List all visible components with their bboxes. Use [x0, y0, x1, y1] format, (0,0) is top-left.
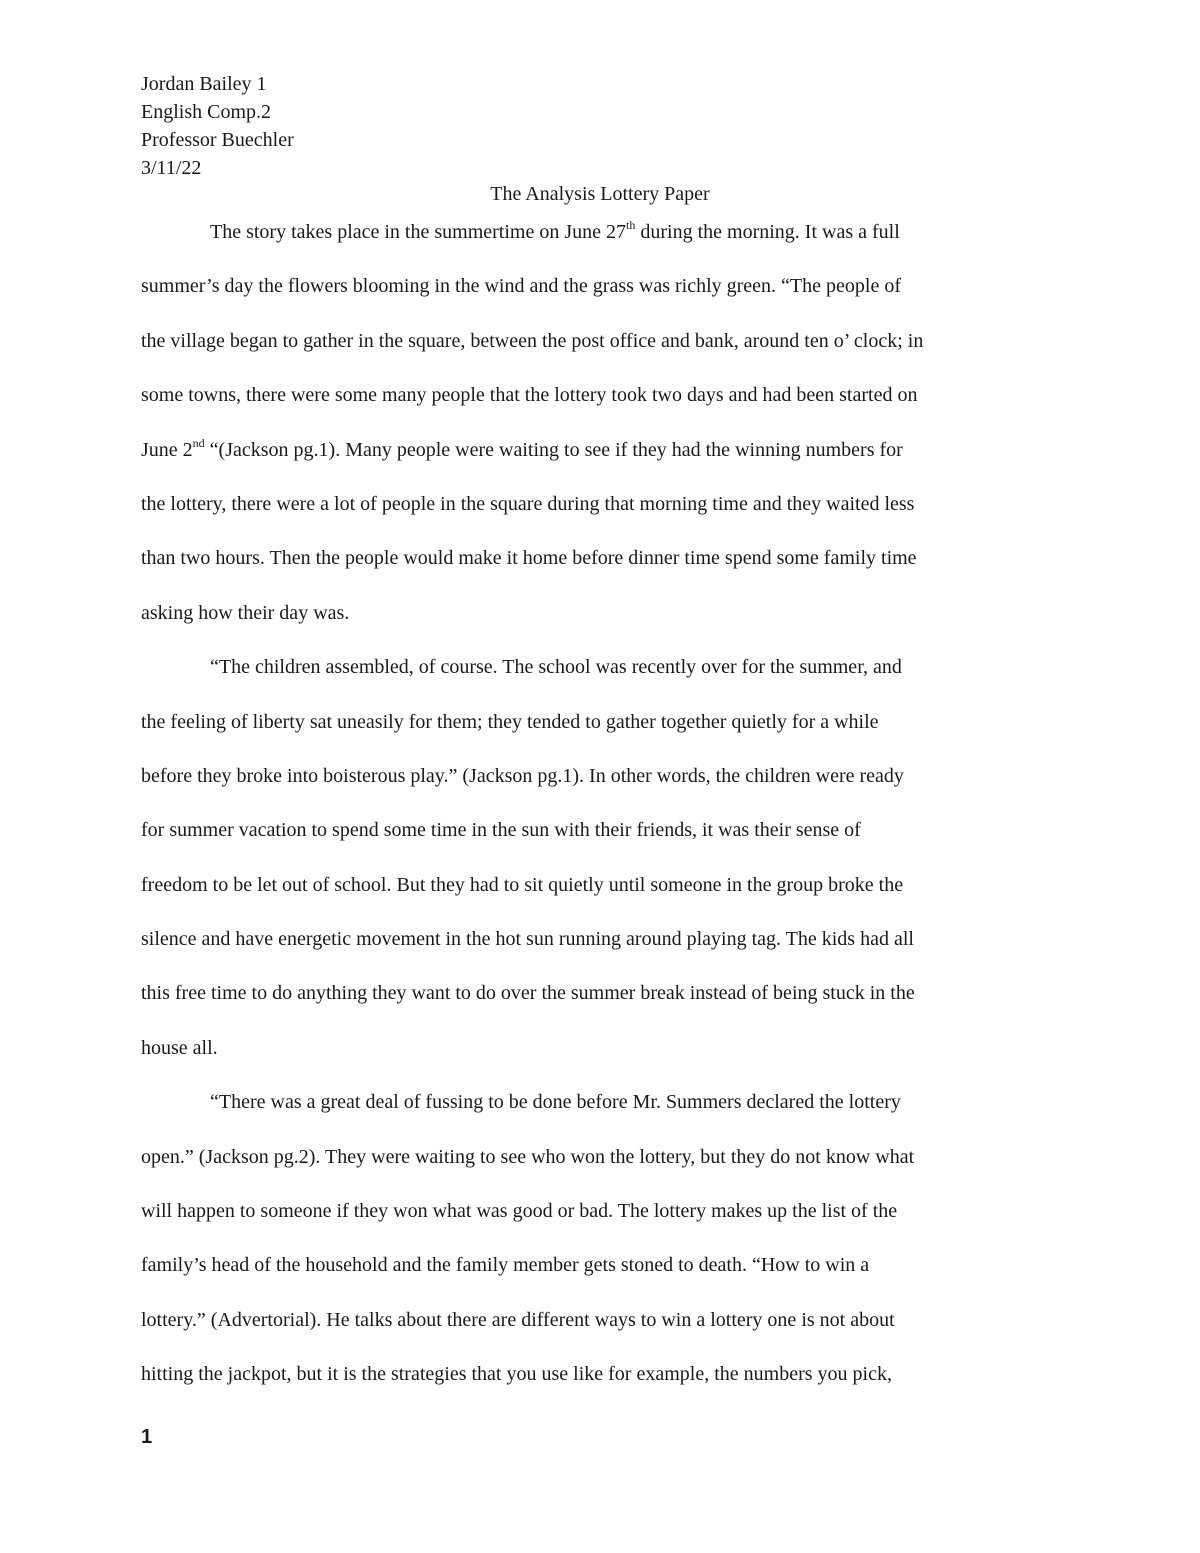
paragraph-1-line-6: the lottery, there were a lot of people in the square during that morning time and they waited less: [141, 492, 915, 515]
author-name: Jordan Bailey 1: [141, 73, 267, 95]
superscript-th: th: [626, 218, 636, 232]
paragraph-3-line-5: lottery.” (Advertorial). He talks about there are different ways to win a lottery one is not about: [141, 1308, 895, 1331]
paragraph-3-line-6: hitting the jackpot, but it is the strategies that you use like for example, the numbers you pick,: [141, 1363, 892, 1386]
paragraph-2-line-8: house all.: [141, 1036, 218, 1059]
paragraph-1-line-3: the village began to gather in the square, between the post office and bank, around ten o’ clock; in: [141, 329, 924, 352]
paragraph-3-line-1: “There was a great deal of fussing to be done before Mr. Summers declared the lottery: [210, 1091, 901, 1114]
paragraph-2-line-6: silence and have energetic movement in the hot sun running around playing tag. The kids had all: [141, 928, 914, 951]
paragraph-2-line-7: this free time to do anything they want to do over the summer break instead of being stuck in the: [141, 982, 915, 1005]
professor-name: Professor Buechler: [141, 129, 294, 151]
paragraph-2-line-5: freedom to be let out of school. But they had to sit quietly until someone in the group broke the: [141, 873, 904, 896]
body-text: [141, 205, 1059, 1402]
text-segment: “(Jackson pg.1). Many people were waiting to see if they had the winning numbers for: [204, 438, 903, 461]
course-name: English Comp.2: [141, 101, 272, 123]
paragraph-2-line-3: before they broke into boisterous play.” (Jackson pg.1). In other words, the children were ready: [141, 764, 904, 787]
paragraph-1-line-5: [141, 423, 1059, 477]
paragraph-1-line-1: [141, 205, 1059, 259]
text-segment: The story takes place in the summertime on June 27: [210, 221, 627, 243]
text-segment: during the morning. It was a full: [635, 221, 900, 243]
paragraph-2-line-4: for summer vacation to spend some time in the sun with their friends, it was their sense of: [141, 819, 861, 842]
document-title: The Analysis Lottery Paper: [490, 183, 710, 205]
paragraph-3-line-4: family’s head of the household and the family member gets stoned to death. “How to win a: [141, 1254, 870, 1277]
superscript-nd: nd: [192, 435, 205, 450]
paragraph-1-line-8: asking how their day was.: [141, 601, 350, 624]
paragraph-3-line-3: will happen to someone if they won what was good or bad. The lottery makes up the list of the: [141, 1200, 898, 1223]
paragraph-3-line-2: open.” (Jackson pg.2). They were waiting to see who won the lottery, but they do not know what: [141, 1145, 915, 1168]
paragraph-2-line-2: the feeling of liberty sat uneasily for them; they tended to gather together quietly for a while: [141, 710, 879, 733]
paragraph-2-line-1: “The children assembled, of course. The school was recently over for the summer, and: [210, 656, 902, 679]
document-date: 3/11/22: [141, 157, 202, 179]
paragraph-1-line-2: summer’s day the flowers blooming in the wind and the grass was richly green. “The people of: [141, 275, 901, 298]
paragraph-1-line-7: than two hours. Then the people would make it home before dinner time spend some family time: [141, 547, 917, 570]
paragraph-1-line-4: some towns, there were some many people that the lottery took two days and had been started on: [141, 384, 918, 407]
header-block: [141, 70, 294, 182]
page-number: 1: [141, 1426, 153, 1448]
text-segment: June 2: [141, 438, 193, 461]
